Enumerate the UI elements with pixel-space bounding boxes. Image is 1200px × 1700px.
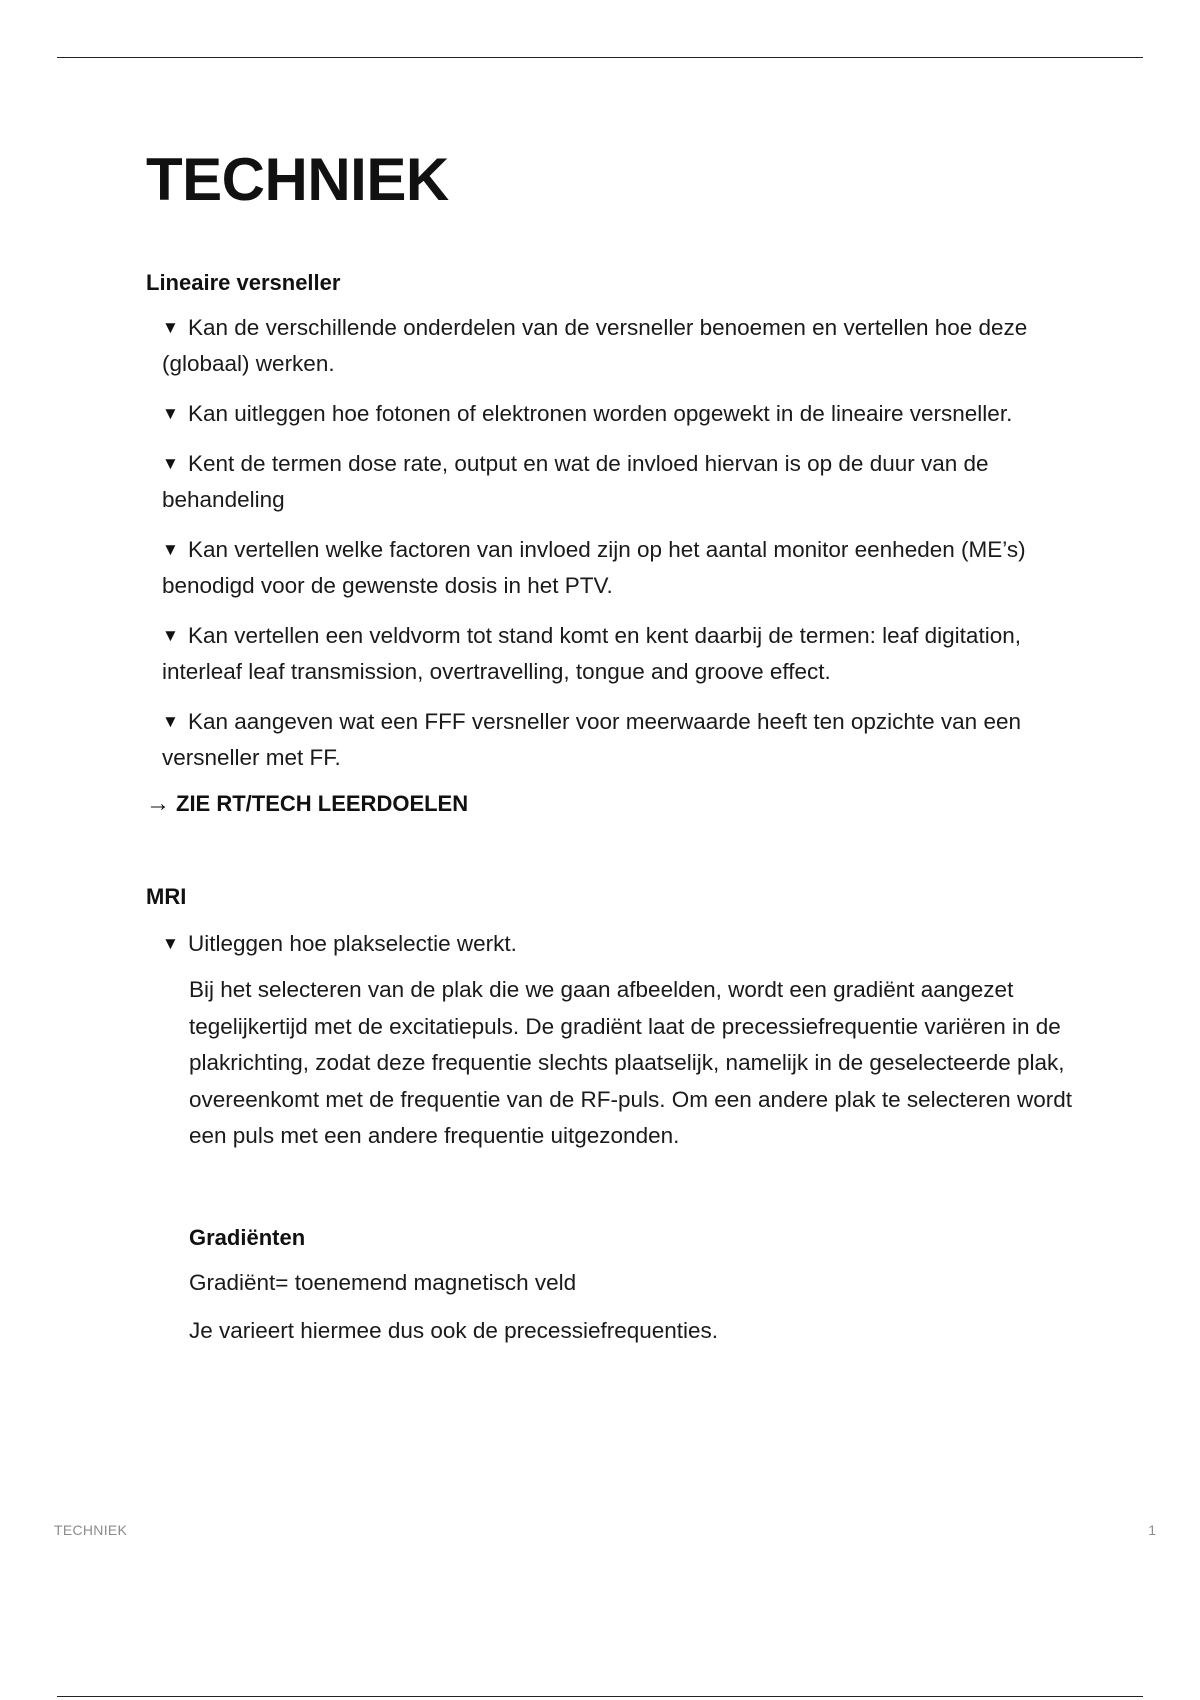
toggle-triangle-icon[interactable]: ▼ <box>162 626 179 645</box>
toggle-item-text: Kent de termen dose rate, output en wat de invloed hiervan is op de duur van de behandeling <box>162 451 989 512</box>
toggle-triangle-icon[interactable]: ▼ <box>162 404 179 423</box>
toggle-triangle-icon[interactable]: ▼ <box>162 540 179 559</box>
toggle-triangle-icon[interactable]: ▼ <box>162 454 179 473</box>
toggle-triangle-icon[interactable]: ▼ <box>162 934 179 953</box>
toggle-item-text: Kan aangeven wat een FFF versneller voor meerwaarde heeft ten opzichte van een versneller met FF. <box>162 709 1021 770</box>
section-heading-linac: Lineaire versneller <box>146 270 341 295</box>
toggle-item-mri[interactable] <box>146 926 1096 962</box>
definition-paragraph: Gradiënt= toenemend magnetisch veld <box>189 1269 577 1295</box>
toggle-item[interactable] <box>146 618 1096 690</box>
toggle-item-text: Kan uitleggen hoe fotonen of elektronen worden opgewekt in de lineaire versneller. <box>188 401 1013 426</box>
top-divider <box>57 57 1143 58</box>
toggle-triangle-icon[interactable]: ▼ <box>162 712 179 731</box>
toggle-item-text: Kan vertellen welke factoren van invloed zijn op het aantal monitor eenheden (ME’s) benodigd voor de gewenste dosis in het PTV. <box>162 537 1026 598</box>
toggle-triangle-icon[interactable]: ▼ <box>162 318 179 337</box>
page-number: 1 <box>1148 1522 1156 1538</box>
bottom-divider <box>57 1696 1143 1697</box>
page-title: TECHNIEK <box>146 146 449 213</box>
toggle-item[interactable] <box>146 310 1096 382</box>
footer-label: TECHNIEK <box>54 1522 128 1538</box>
toggle-item[interactable] <box>146 532 1096 604</box>
reference-line <box>146 786 1096 822</box>
right-arrow-icon: → <box>146 790 170 817</box>
toggle-content-paragraph: Bij het selecteren van de plak die we gaan afbeelden, wordt een gradiënt aangezet tegelijkertijd met de excitatiepuls. De gradiënt laat de precessiefrequentie variëren in de plakrichting, zodat deze frequentie slechts plaatselijk, namelijk in de geselecteerde plak, overeenkomt met de frequentie van de RF-puls. Om een andere plak te selecteren wordt een puls met een andere frequentie uitgezonden. <box>189 977 1072 1148</box>
note-paragraph: Je varieert hiermee dus ook de precessiefrequenties. <box>189 1318 719 1343</box>
toggle-item-text: Kan vertellen een veldvorm tot stand komt en kent daarbij de termen: leaf digitation, interleaf leaf transmission, overtravelling, tongue and groove effect. <box>162 623 1021 684</box>
toggle-item[interactable] <box>146 446 1096 518</box>
reference-text: ZIE RT/TECH LEERDOELEN <box>176 791 469 816</box>
subheading-gradienten: Gradiënten <box>189 1224 306 1250</box>
toggle-item[interactable] <box>146 396 1096 432</box>
section-heading-mri: MRI <box>146 884 187 909</box>
toggle-item-text: Uitleggen hoe plakselectie werkt. <box>188 931 517 956</box>
toggle-item[interactable] <box>146 704 1096 776</box>
toggle-item-text: Kan de verschillende onderdelen van de versneller benoemen en vertellen hoe deze (globaal) werken. <box>162 315 1028 376</box>
document-body <box>146 140 1096 1350</box>
